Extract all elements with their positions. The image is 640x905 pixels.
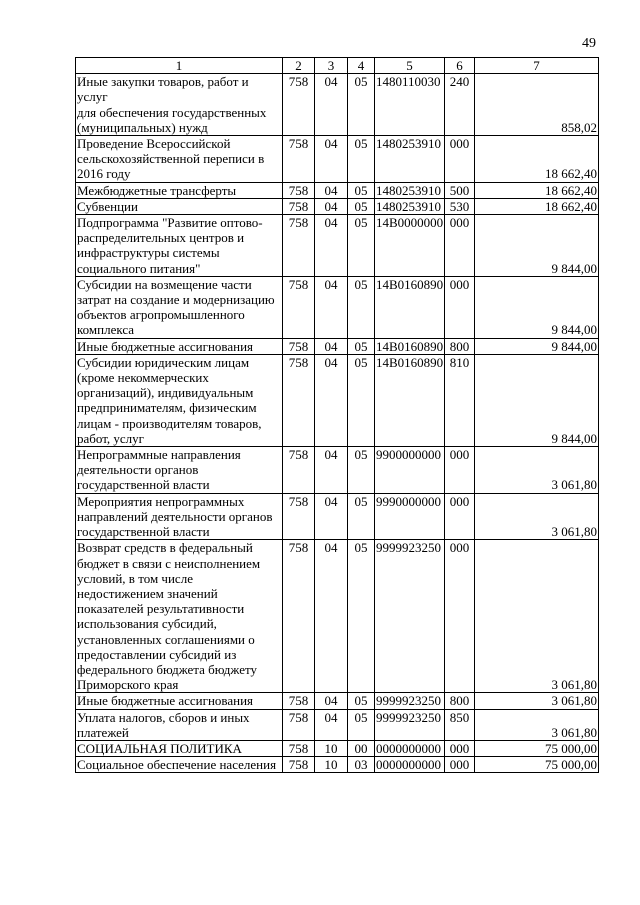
expense-type-cell: 000 [445,136,475,183]
section-code-cell: 04 [315,74,348,136]
section-code-cell: 04 [315,447,348,494]
chapter-code-cell: 758 [283,198,315,214]
expense-type-cell: 500 [445,182,475,198]
table-row [76,74,599,136]
row-name-cell: Непрограммные направления деятельности органов государственной власти [76,447,283,494]
subsection-code-cell: 00 [348,740,375,756]
subsection-code-cell: 05 [348,709,375,740]
amount-cell: 3 061,80 [475,540,599,693]
table-row [76,215,599,277]
expense-type-cell: 530 [445,198,475,214]
target-article-cell: 1480253910 [375,198,445,214]
row-name-cell: Иные бюджетные ассигнования [76,338,283,354]
expense-type-cell: 240 [445,74,475,136]
target-article-cell: 14В0160890 [375,354,445,446]
target-article-cell: 9900000000 [375,447,445,494]
expense-type-cell: 000 [445,215,475,277]
chapter-code-cell: 758 [283,493,315,540]
chapter-code-cell: 758 [283,182,315,198]
subsection-code-cell: 05 [348,215,375,277]
subsection-code-cell: 05 [348,693,375,709]
expense-type-cell: 000 [445,540,475,693]
budget-table [75,57,599,773]
section-code-cell: 04 [315,276,348,338]
target-article-cell: 9999923250 [375,709,445,740]
header-row [76,58,599,74]
target-article-cell: 1480253910 [375,136,445,183]
expense-type-cell: 850 [445,709,475,740]
chapter-code-cell: 758 [283,447,315,494]
header-cell: 1 [76,58,283,74]
subsection-code-cell: 05 [348,354,375,446]
chapter-code-cell: 758 [283,354,315,446]
subsection-code-cell: 05 [348,493,375,540]
amount-cell: 9 844,00 [475,338,599,354]
subsection-code-cell: 05 [348,74,375,136]
header-cell: 2 [283,58,315,74]
section-code-cell: 10 [315,757,348,773]
target-article-cell: 9999923250 [375,693,445,709]
expense-type-cell: 000 [445,276,475,338]
amount-cell: 858,02 [475,74,599,136]
target-article-cell: 1480253910 [375,182,445,198]
section-code-cell: 04 [315,540,348,693]
section-code-cell: 04 [315,182,348,198]
section-code-cell: 04 [315,493,348,540]
table-row [76,493,599,540]
header-cell: 3 [315,58,348,74]
table-row [76,276,599,338]
section-code-cell: 04 [315,338,348,354]
section-code-cell: 10 [315,740,348,756]
row-name-cell: Иные закупки товаров, работ и услуг для обеспечения государственных (муниципальных) нужд [76,74,283,136]
table-row [76,540,599,693]
expense-type-cell: 000 [445,757,475,773]
chapter-code-cell: 758 [283,693,315,709]
section-code-cell: 04 [315,709,348,740]
table-row [76,447,599,494]
expense-type-cell: 000 [445,447,475,494]
table-row [76,693,599,709]
chapter-code-cell: 758 [283,338,315,354]
target-article-cell: 0000000000 [375,757,445,773]
section-code-cell: 04 [315,693,348,709]
amount-cell: 18 662,40 [475,198,599,214]
expense-type-cell: 810 [445,354,475,446]
amount-cell: 9 844,00 [475,354,599,446]
amount-cell: 9 844,00 [475,276,599,338]
header-cell: 6 [445,58,475,74]
chapter-code-cell: 758 [283,757,315,773]
row-name-cell: Уплата налогов, сборов и иных платежей [76,709,283,740]
row-name-cell: Социальное обеспечение населения [76,757,283,773]
section-code-cell: 04 [315,215,348,277]
row-name-cell: Мероприятия непрограммных направлений деятельности органов государственной власти [76,493,283,540]
row-name-cell: Межбюджетные трансферты [76,182,283,198]
row-name-cell: Субвенции [76,198,283,214]
row-name-cell: Иные бюджетные ассигнования [76,693,283,709]
amount-cell: 75 000,00 [475,757,599,773]
row-name-cell: СОЦИАЛЬНАЯ ПОЛИТИКА [76,740,283,756]
table-row [76,198,599,214]
row-name-cell: Субсидии юридическим лицам (кроме некоммерческих организаций), индивидуальным предпринимателям, физическим лицам - производителям товаров, работ, услуг [76,354,283,446]
amount-cell: 75 000,00 [475,740,599,756]
chapter-code-cell: 758 [283,540,315,693]
amount-cell: 18 662,40 [475,182,599,198]
amount-cell: 18 662,40 [475,136,599,183]
chapter-code-cell: 758 [283,709,315,740]
amount-cell: 3 061,80 [475,493,599,540]
amount-cell: 3 061,80 [475,709,599,740]
target-article-cell: 14В0160890 [376,338,444,354]
target-article-cell: 14В0000000 [375,215,445,277]
header-cell: 4 [348,58,375,74]
subsection-code-cell: 05 [348,136,375,183]
table-row [76,338,599,354]
header-cell: 5 [375,58,445,74]
table-row [76,182,599,198]
expense-type-cell: 000 [445,740,475,756]
row-name-cell: Проведение Всероссийской сельскохозяйственной переписи в 2016 году [76,136,283,183]
chapter-code-cell: 758 [283,276,315,338]
row-name-cell: Возврат средств в федеральный бюджет в связи с неисполнением условий, в том числе недостижением значений показателей результативности использования субсидий, установленных соглашениями о предоставлении субсидий из федерального бюджета бюджету Приморского края [76,540,283,693]
target-article-cell: 9999923250 [375,540,445,693]
amount-cell: 9 844,00 [475,215,599,277]
table-row [76,740,599,756]
row-name-cell: Подпрограмма "Развитие оптово- распределительных центров и инфраструктуры системы социального питания" [76,215,283,277]
expense-type-cell: 800 [445,693,475,709]
chapter-code-cell: 758 [283,136,315,183]
subsection-code-cell: 03 [348,757,375,773]
expense-type-cell: 800 [445,338,475,354]
table-row [76,136,599,183]
subsection-code-cell: 05 [348,276,375,338]
row-name-cell: Субсидии на возмещение части затрат на создание и модернизацию объектов агропромышленного комплекса [76,276,283,338]
target-article-cell: 9990000000 [375,493,445,540]
target-article-cell: 1480110030 [375,74,445,136]
header-cell: 7 [475,58,599,74]
section-code-cell: 04 [315,136,348,183]
chapter-code-cell: 758 [283,74,315,136]
subsection-code-cell: 05 [348,338,375,354]
amount-cell: 3 061,80 [475,693,599,709]
subsection-code-cell: 05 [348,198,375,214]
section-code-cell: 04 [315,354,348,446]
amount-cell: 3 061,80 [475,447,599,494]
target-article-cell: 14В0160890 [375,276,445,338]
subsection-code-cell: 05 [348,540,375,693]
target-article-cell: 0000000000 [375,740,445,756]
subsection-code-cell: 05 [348,182,375,198]
page-number: 49 [582,36,596,51]
subsection-code-cell: 05 [348,447,375,494]
chapter-code-cell: 758 [283,215,315,277]
table-row [76,757,599,773]
table-row [76,354,599,446]
section-code-cell: 04 [315,198,348,214]
expense-type-cell: 000 [445,493,475,540]
table-row [76,709,599,740]
chapter-code-cell: 758 [283,740,315,756]
